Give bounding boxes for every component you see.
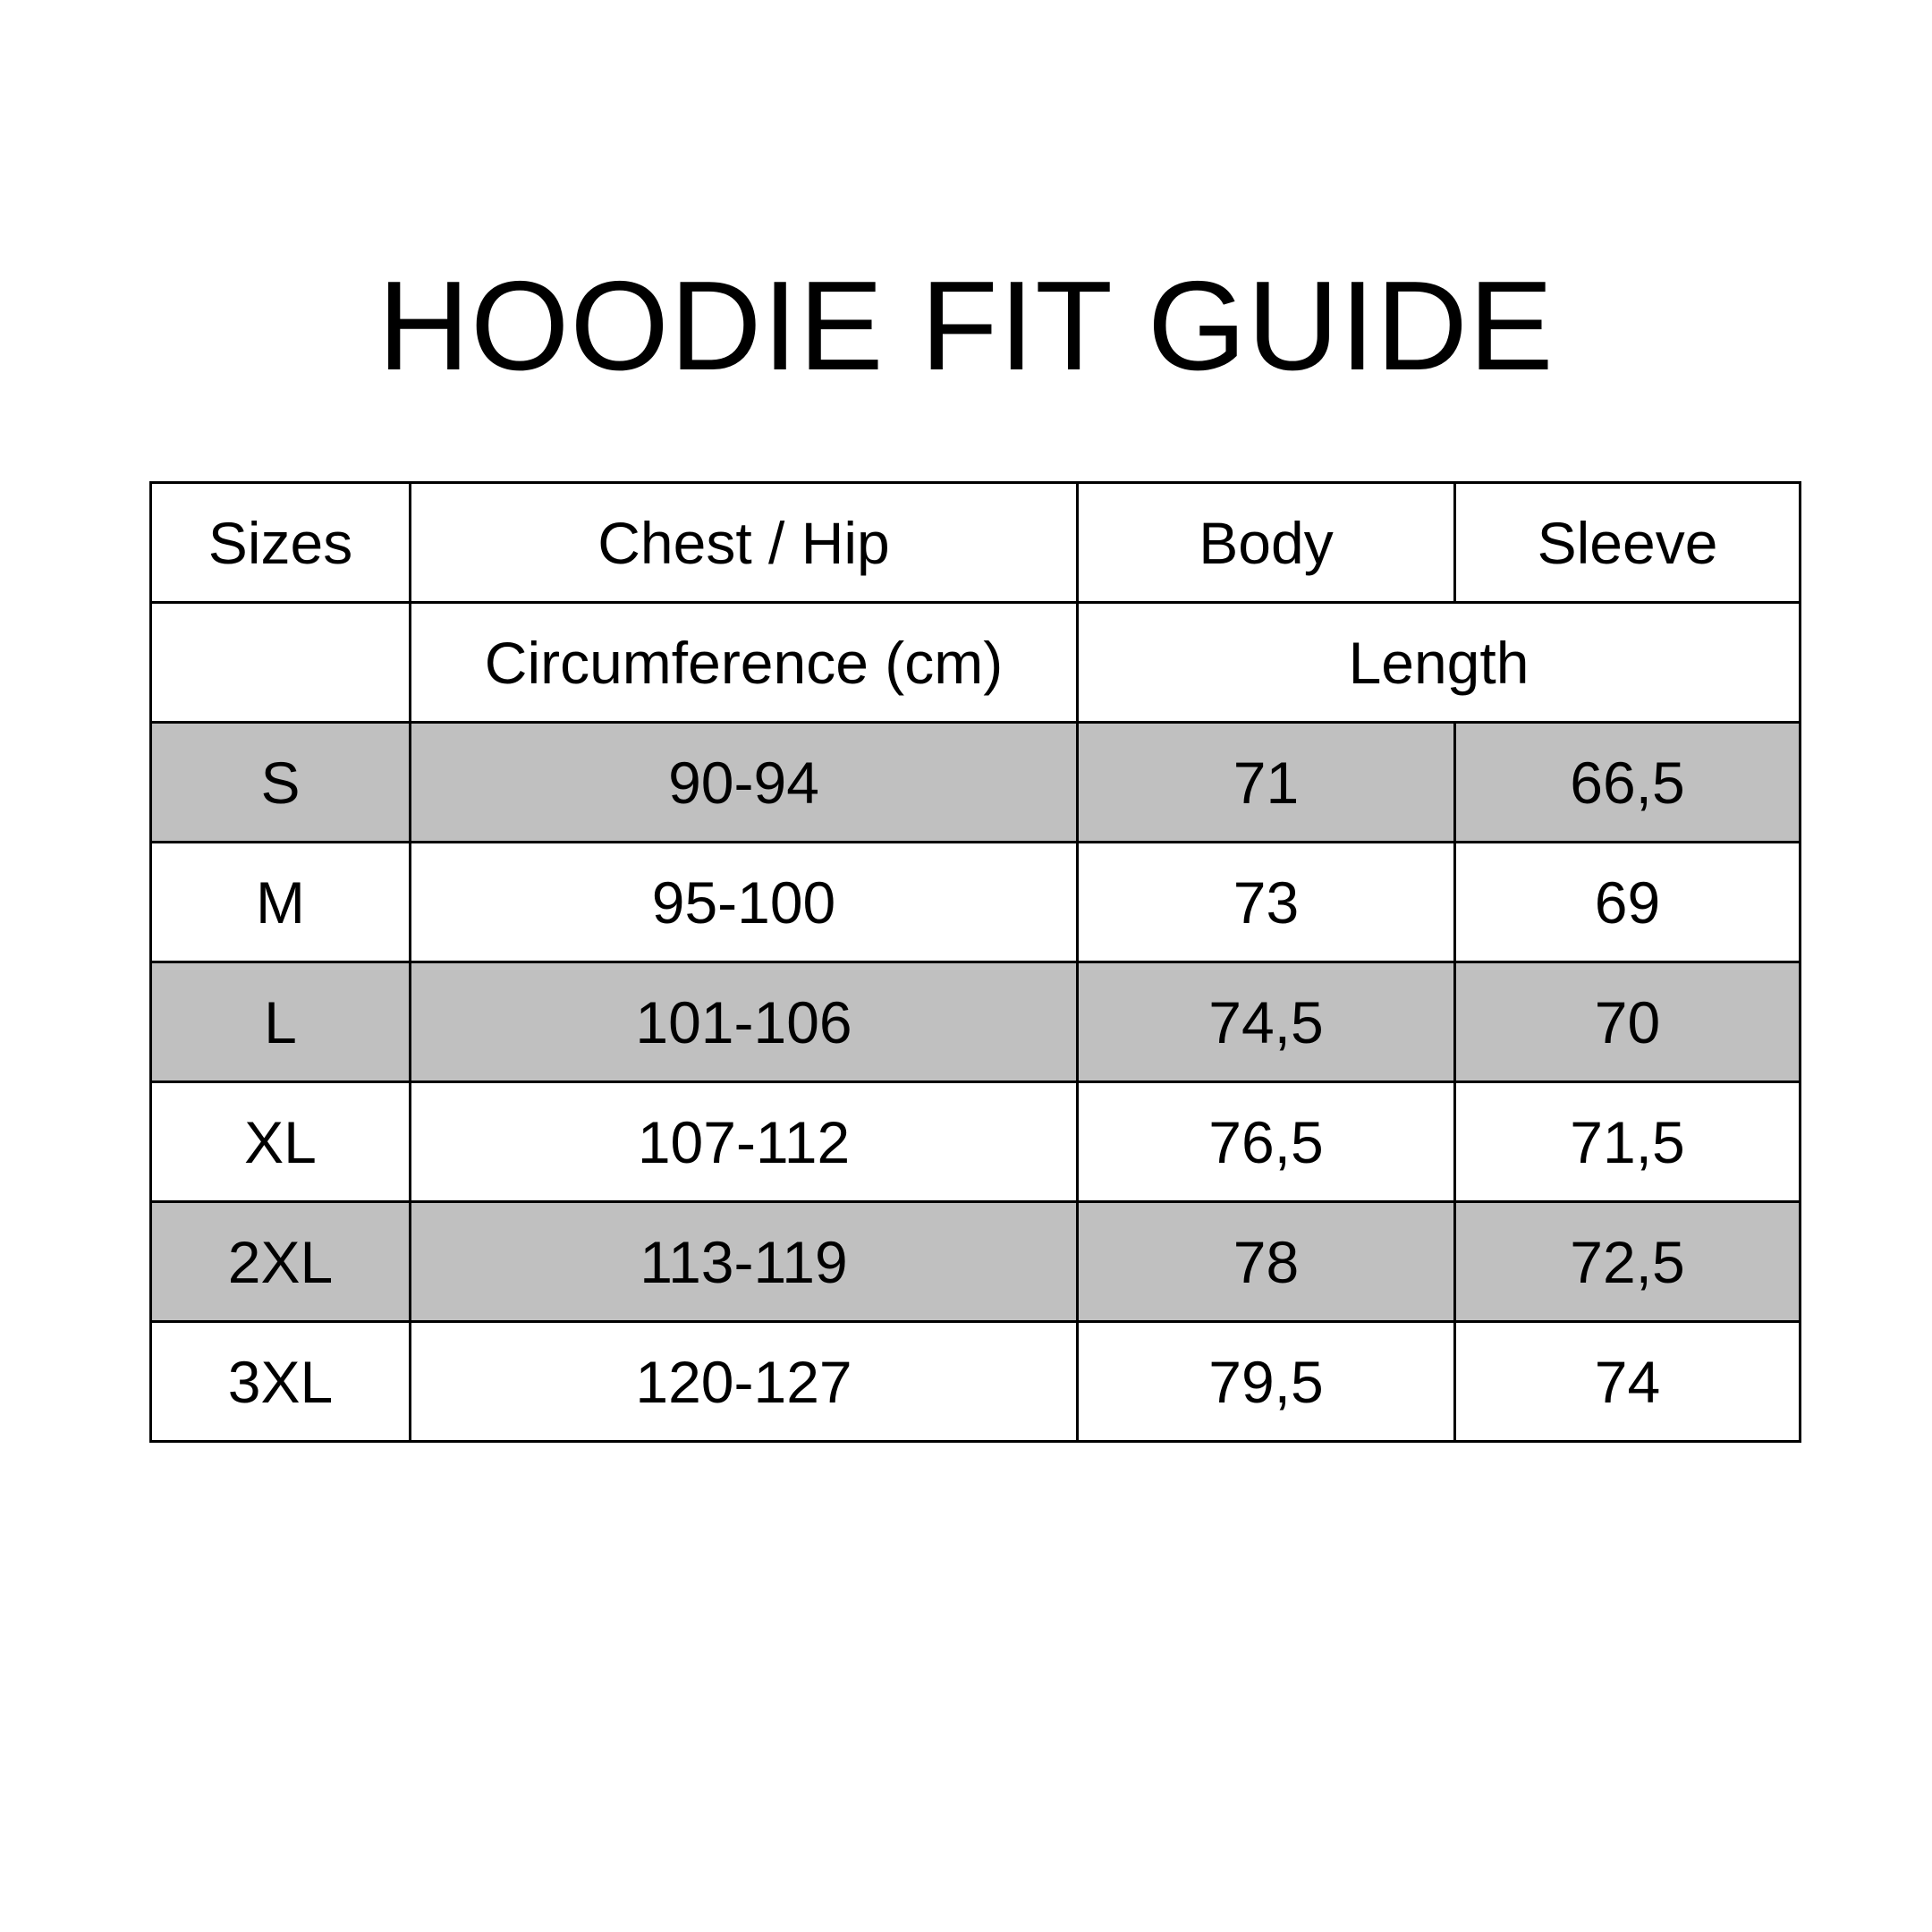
chest-cell: 113-119 (411, 1202, 1078, 1322)
chest-cell: 107-112 (411, 1082, 1078, 1202)
sleeve-cell: 69 (1455, 843, 1801, 962)
body-cell: 73 (1078, 843, 1455, 962)
table-row (151, 723, 1801, 843)
size-cell: 2XL (151, 1202, 411, 1322)
header-chest-hip: Chest / Hip (411, 483, 1078, 603)
header-sizes-empty (151, 603, 411, 723)
size-cell: 3XL (151, 1322, 411, 1442)
table-row (151, 962, 1801, 1082)
header-circumference: Circumference (cm) (411, 603, 1078, 723)
size-cell: XL (151, 1082, 411, 1202)
body-cell: 79,5 (1078, 1322, 1455, 1442)
chest-cell: 120-127 (411, 1322, 1078, 1442)
chest-cell: 95-100 (411, 843, 1078, 962)
sleeve-cell: 72,5 (1455, 1202, 1801, 1322)
body-cell: 76,5 (1078, 1082, 1455, 1202)
table-row (151, 1202, 1801, 1322)
body-cell: 71 (1078, 723, 1455, 843)
header-row-2 (151, 603, 1801, 723)
body-cell: 74,5 (1078, 962, 1455, 1082)
header-sleeve: Sleeve (1455, 483, 1801, 603)
sleeve-cell: 74 (1455, 1322, 1801, 1442)
header-length: Length (1078, 603, 1801, 723)
size-cell: M (151, 843, 411, 962)
sleeve-cell: 70 (1455, 962, 1801, 1082)
size-cell: S (151, 723, 411, 843)
chest-cell: 90-94 (411, 723, 1078, 843)
header-sizes: Sizes (151, 483, 411, 603)
table-row (151, 1322, 1801, 1442)
size-chart-table (149, 481, 1801, 1443)
body-cell: 78 (1078, 1202, 1455, 1322)
table-row (151, 843, 1801, 962)
chest-cell: 101-106 (411, 962, 1078, 1082)
size-cell: L (151, 962, 411, 1082)
header-body: Body (1078, 483, 1455, 603)
sleeve-cell: 66,5 (1455, 723, 1801, 843)
sleeve-cell: 71,5 (1455, 1082, 1801, 1202)
header-row-1 (151, 483, 1801, 603)
table-row (151, 1082, 1801, 1202)
page-title: HOODIE FIT GUIDE (377, 255, 1555, 397)
